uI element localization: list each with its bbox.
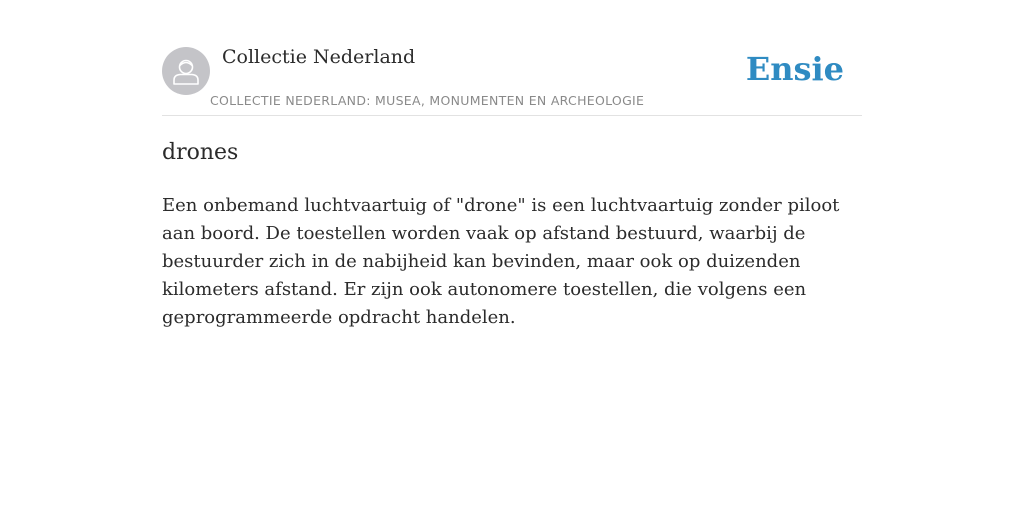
entry-title: drones (162, 140, 239, 165)
header (162, 44, 862, 116)
user-icon (162, 47, 210, 95)
author-name[interactable]: Collectie Nederland (222, 46, 416, 68)
brand-logo[interactable]: Ensie (745, 50, 844, 88)
author-subtitle: COLLECTIE NEDERLAND: MUSEA, MONUMENTEN EN ARCHEOLOGIE (210, 93, 645, 108)
avatar[interactable] (162, 47, 210, 95)
entry-body: Een onbemand luchtvaartuig of "drone" is een luchtvaartuig zonder piloot aan boord. De toestellen worden vaak op afstand bestuurd, waarbij de bestuurder zich in de nabijheid kan bevinden, maar ook op duizenden kilometers afstand. Er zijn ook autonomere toestellen, die volgens een geprogrammeerde opdracht handelen. (162, 195, 840, 328)
